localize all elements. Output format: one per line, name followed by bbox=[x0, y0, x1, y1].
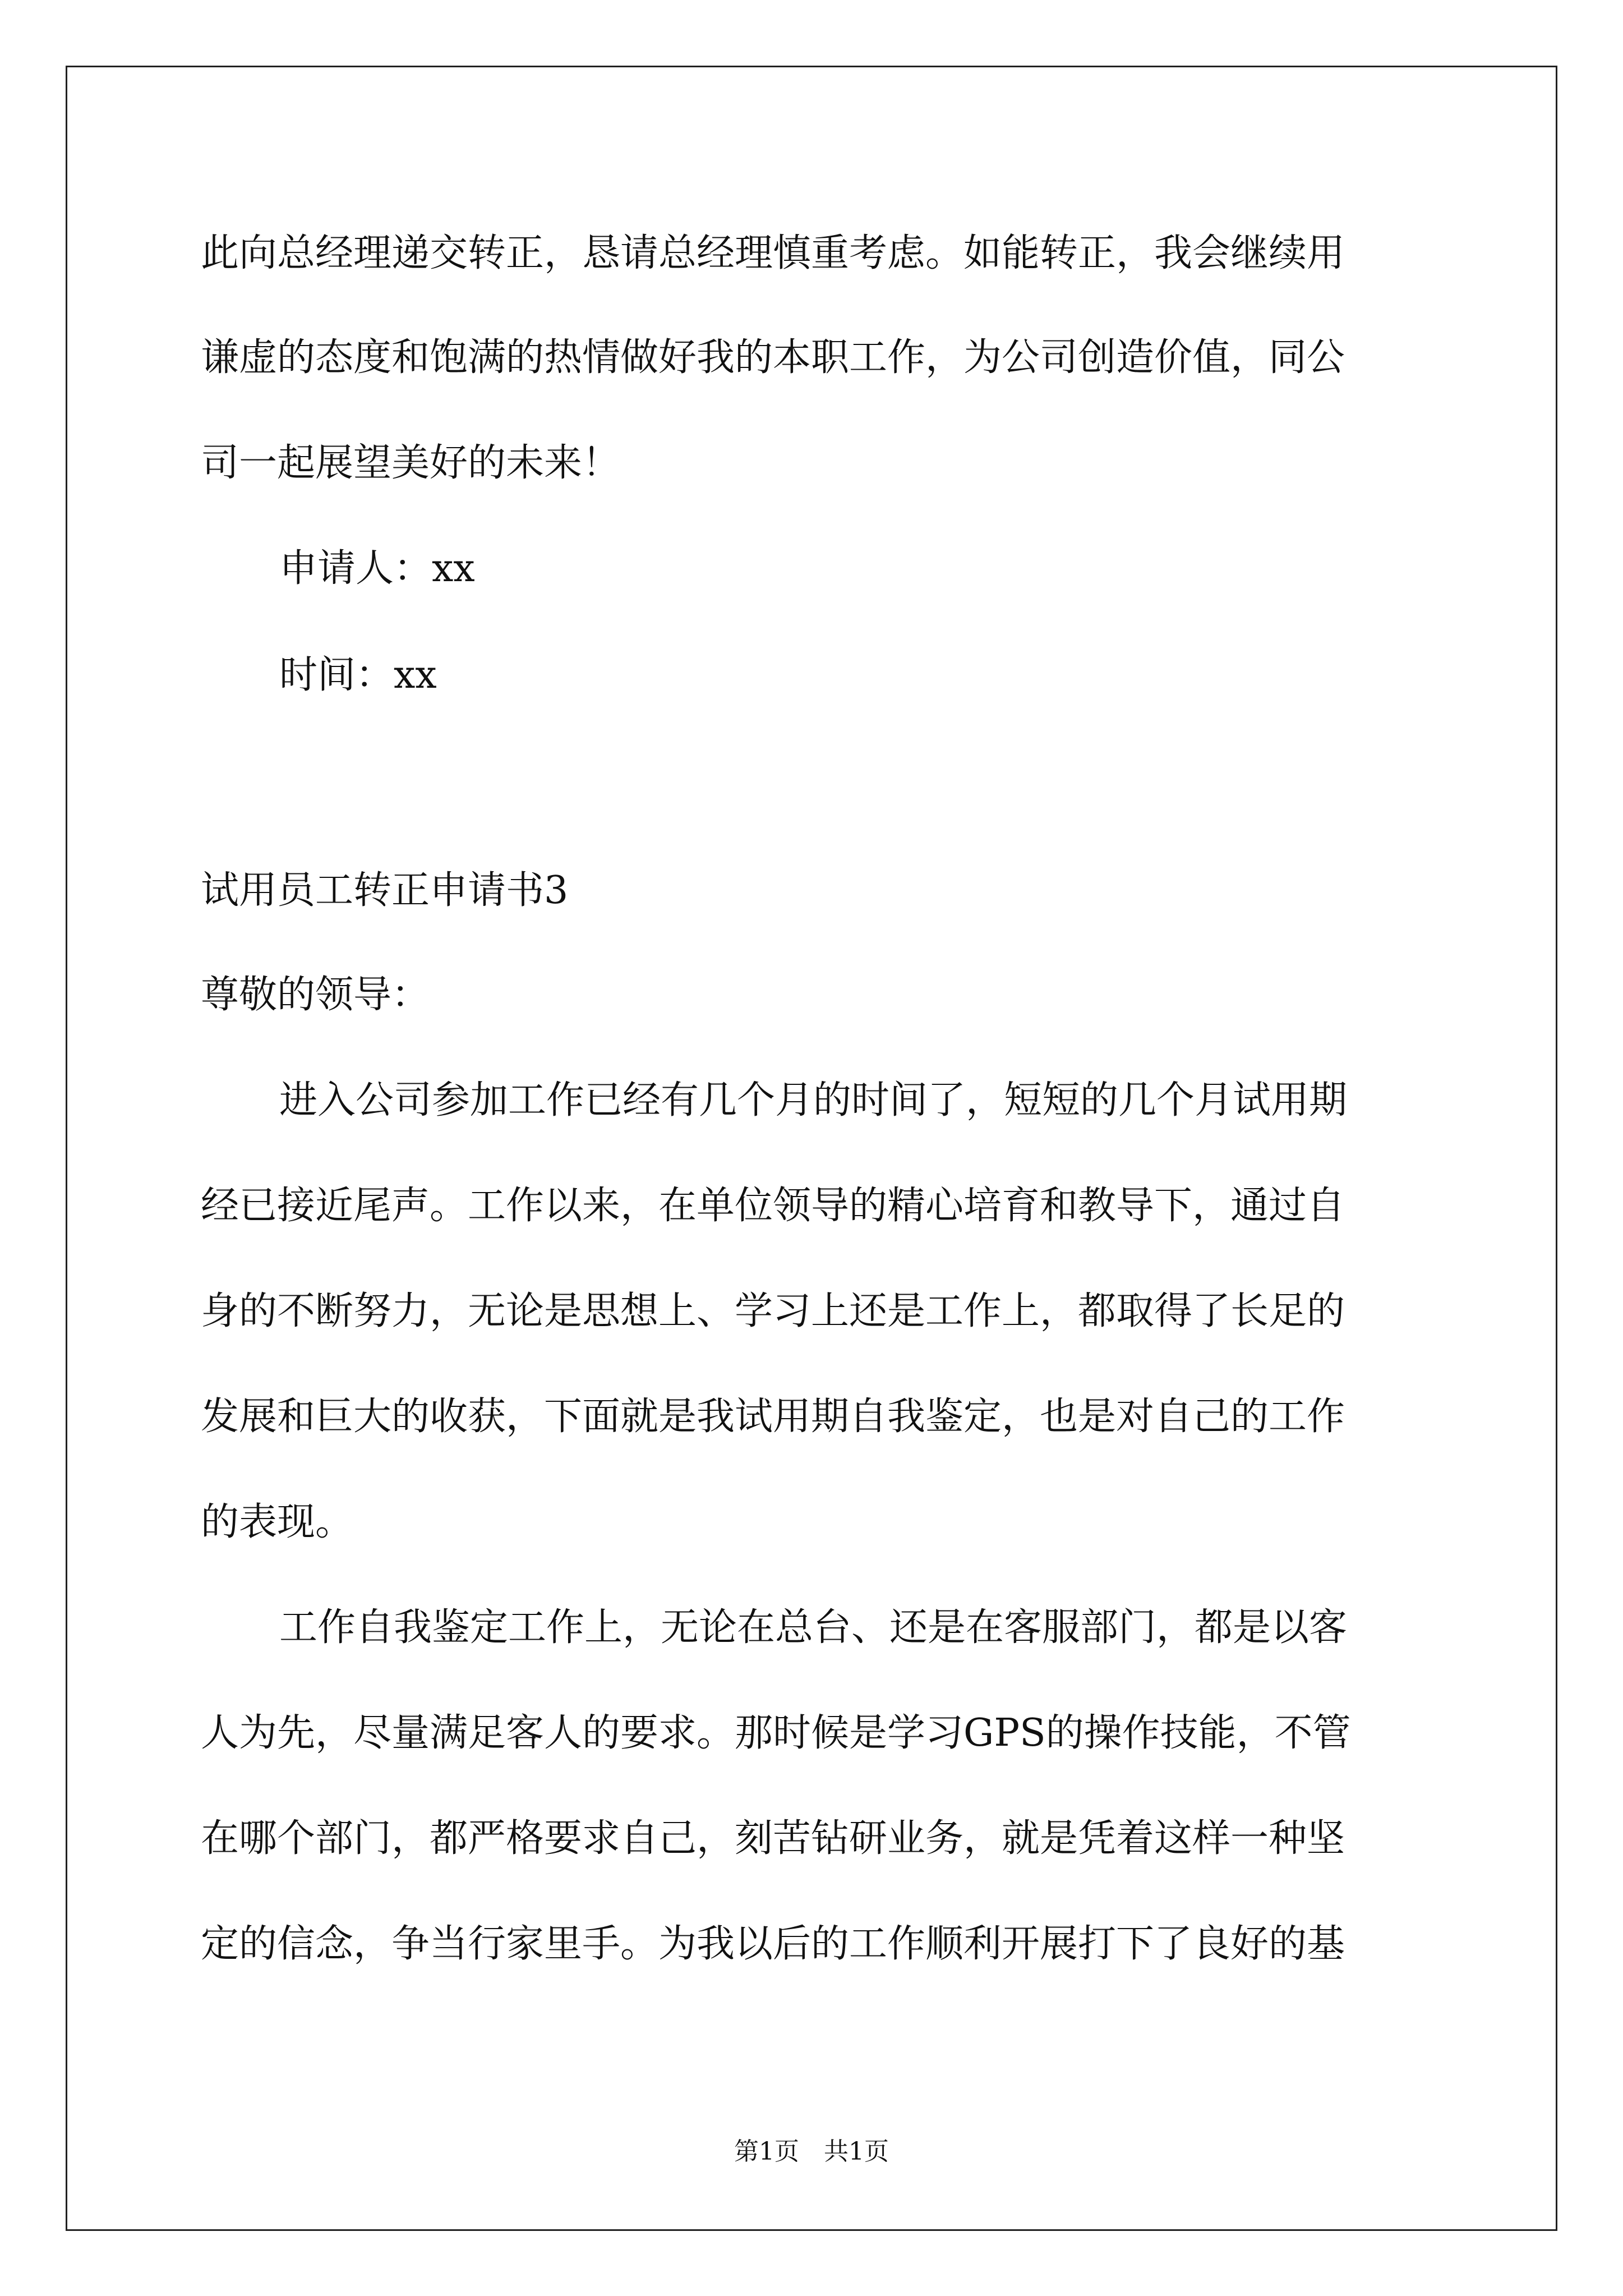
date-line: 时间：xx bbox=[279, 653, 437, 697]
paragraph-line: 司一起展望美好的未来！ bbox=[201, 441, 621, 485]
paragraph-line: 在哪个部门，都严格要求自己，刻苦钻研业务，就是凭着这样一种坚 bbox=[201, 1816, 1345, 1861]
paragraph-line: 谦虚的态度和饱满的热情做好我的本职工作，为公司创造价值，同公 bbox=[201, 335, 1345, 380]
paragraph-line: 进入公司参加工作已经有几个月的时间了，短短的几个月试用期 bbox=[279, 1078, 1348, 1122]
applicant-line: 申请人：xx bbox=[279, 546, 475, 591]
paragraph-line: 此向总经理递交转正，恳请总经理慎重考虑。如能转正，我会继续用 bbox=[201, 231, 1345, 275]
paragraph-line: 工作自我鉴定工作上，无论在总台、还是在客服部门，都是以客 bbox=[279, 1605, 1348, 1650]
salutation: 尊敬的领导： bbox=[201, 973, 430, 1017]
paragraph-line: 身的不断努力，无论是思想上、学习上还是工作上，都取得了长足的 bbox=[201, 1289, 1345, 1333]
paragraph-line: 发展和巨大的收获，下面就是我试用期自我鉴定，也是对自己的工作 bbox=[201, 1395, 1345, 1439]
paragraph-line: 人为先，尽量满足客人的要求。那时候是学习GPS的操作技能，不管 bbox=[201, 1711, 1351, 1755]
page-border bbox=[66, 66, 1557, 2231]
paragraph-line: 的表现。 bbox=[201, 1500, 354, 1544]
paragraph-line: 经已接近尾声。工作以来，在单位领导的精心培育和教导下，通过自 bbox=[201, 1184, 1345, 1228]
page-number-footer: 第1页 共1页 bbox=[734, 2137, 889, 2166]
paragraph-line: 定的信念，争当行家里手。为我以后的工作顺利开展打下了良好的基 bbox=[201, 1922, 1345, 1966]
section-title: 试用员工转正申请书3 bbox=[201, 868, 569, 913]
